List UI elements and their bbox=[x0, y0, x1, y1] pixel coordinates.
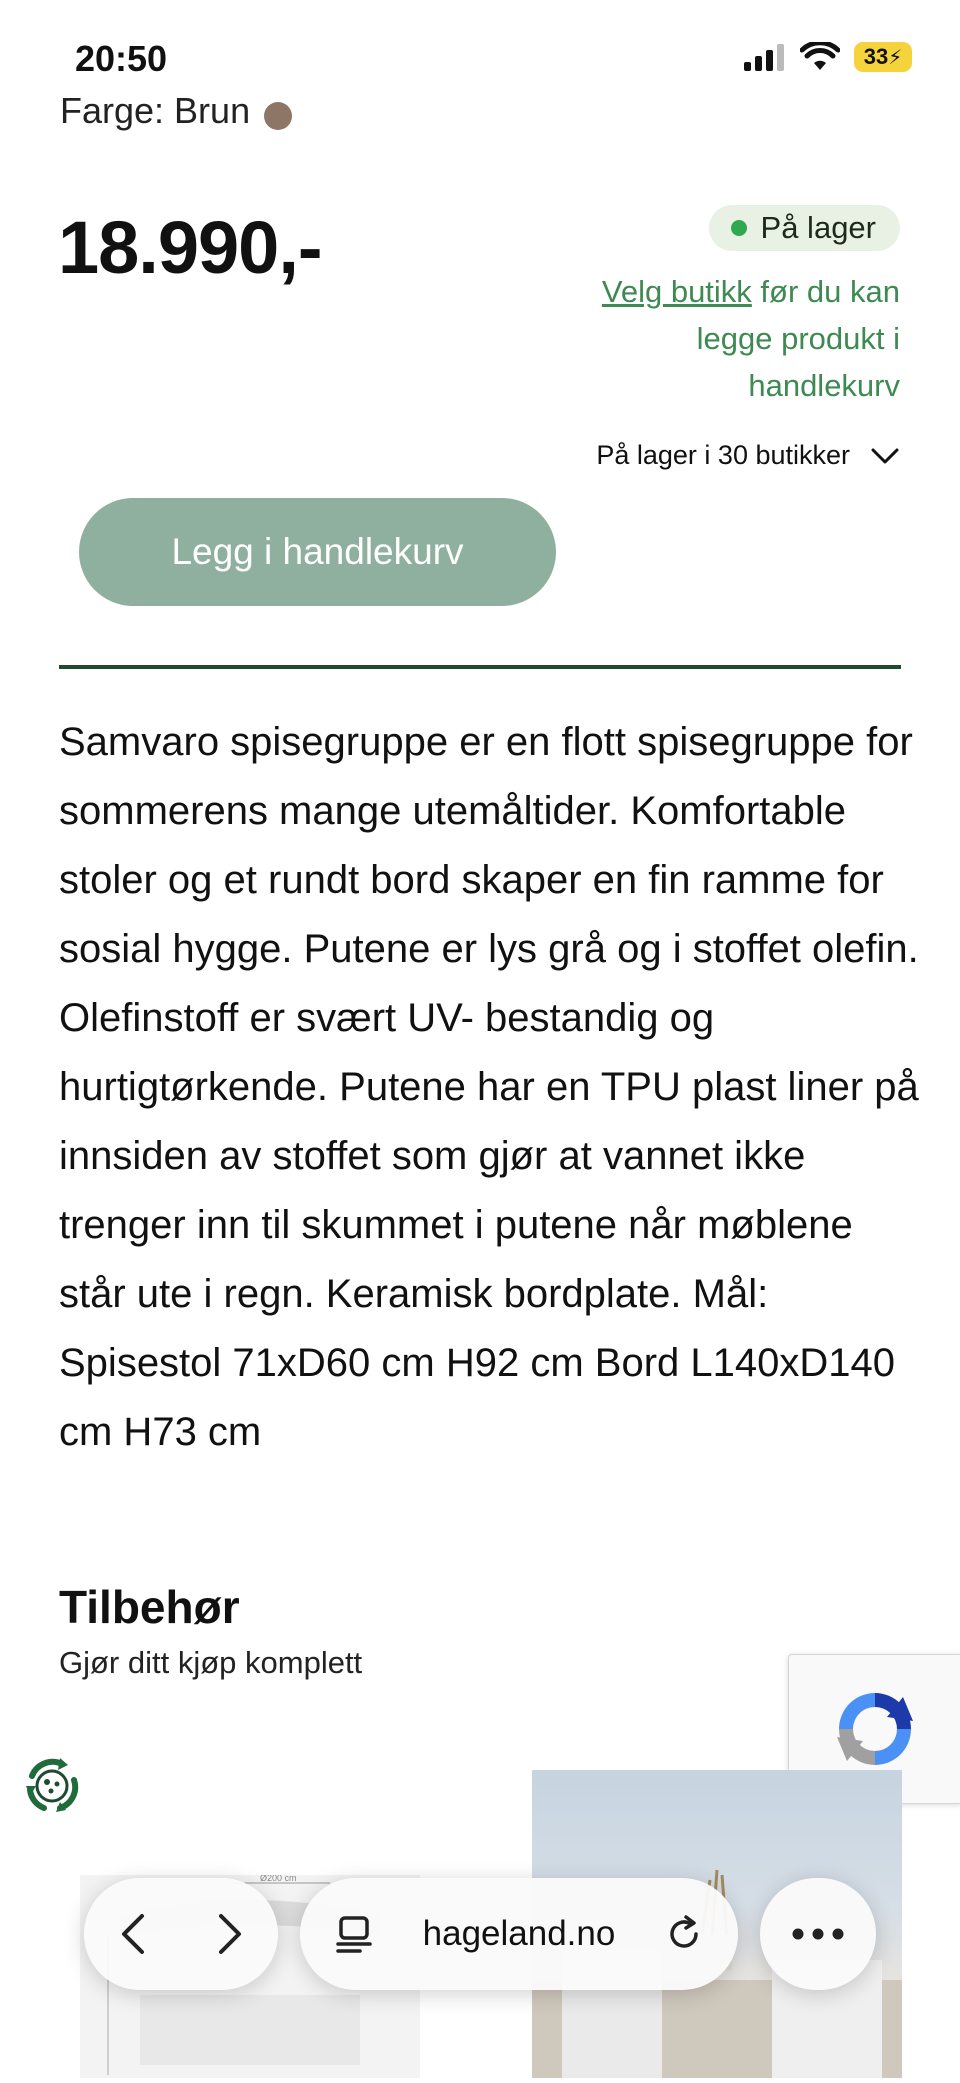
reload-button[interactable] bbox=[664, 1914, 704, 1954]
more-options-button[interactable] bbox=[760, 1878, 876, 1990]
stock-status-label: På lager bbox=[760, 210, 876, 245]
accessories-title: Tilbehør bbox=[59, 1581, 240, 1633]
color-swatch bbox=[264, 102, 292, 130]
battery-level: 33 bbox=[863, 44, 889, 69]
select-store-link[interactable]: Velg butikk bbox=[601, 274, 752, 309]
cellular-signal-icon bbox=[744, 43, 786, 71]
section-divider bbox=[59, 665, 901, 669]
color-row bbox=[60, 98, 292, 132]
product-price: 18.990,- bbox=[58, 206, 322, 289]
color-label: Farge: Brun bbox=[60, 98, 251, 131]
select-store-suffix: før du kan legge produkt i handlekurv bbox=[696, 274, 900, 403]
status-icons bbox=[744, 42, 912, 72]
chevron-left-icon bbox=[118, 1912, 148, 1956]
reload-icon bbox=[664, 1914, 704, 1954]
address-bar[interactable] bbox=[300, 1878, 738, 1990]
accessories-subtitle: Gjør ditt kjøp komplett bbox=[59, 1645, 363, 1680]
stores-availability-toggle[interactable] bbox=[596, 440, 900, 471]
dimension-caption: Ø200 cm bbox=[260, 1875, 297, 1883]
browser-nav-controls bbox=[84, 1878, 278, 1990]
recycle-icon[interactable] bbox=[18, 1752, 86, 1820]
url-text: hageland.no bbox=[422, 1914, 616, 1953]
charging-bolt-icon: ⚡ bbox=[888, 46, 903, 69]
status-time: 20:50 bbox=[75, 38, 168, 79]
forward-button[interactable] bbox=[215, 1912, 245, 1956]
chevron-right-icon bbox=[215, 1912, 245, 1956]
select-store-note bbox=[560, 268, 900, 409]
more-dots-icon bbox=[792, 1928, 844, 1940]
wifi-icon bbox=[800, 42, 840, 72]
back-button[interactable] bbox=[118, 1912, 148, 1956]
add-to-cart-button[interactable]: Legg i handlekurv bbox=[79, 498, 556, 606]
stock-dot-icon bbox=[731, 220, 747, 236]
stock-status-badge bbox=[709, 205, 900, 251]
recaptcha-icon bbox=[827, 1681, 923, 1777]
product-description: Samvaro spisegruppe er en flott spisegruppe for sommerens mange utemåltider. Komfortable stoler og et rundt bord skaper en fin ramme for sosial hygge. Putene er lys grå og i stoffet olefin. Olefinstoff er svært UV- bestandig og hurtigtørkende. Putene har en TPU plast liner på innsiden av stoffet som gjør at vannet ikke trenger inn til skummet i putene når møblene står ute i regn. Keramisk bordplate. Mål: Spisestol 71xD60 cm H92 cm Bord L140xD140 cm H73 cm bbox=[59, 720, 919, 1454]
reader-tabs-icon bbox=[334, 1914, 374, 1954]
battery-icon bbox=[854, 42, 912, 72]
stores-availability-label: På lager i 30 butikker bbox=[596, 440, 850, 470]
chevron-down-icon bbox=[870, 446, 900, 466]
